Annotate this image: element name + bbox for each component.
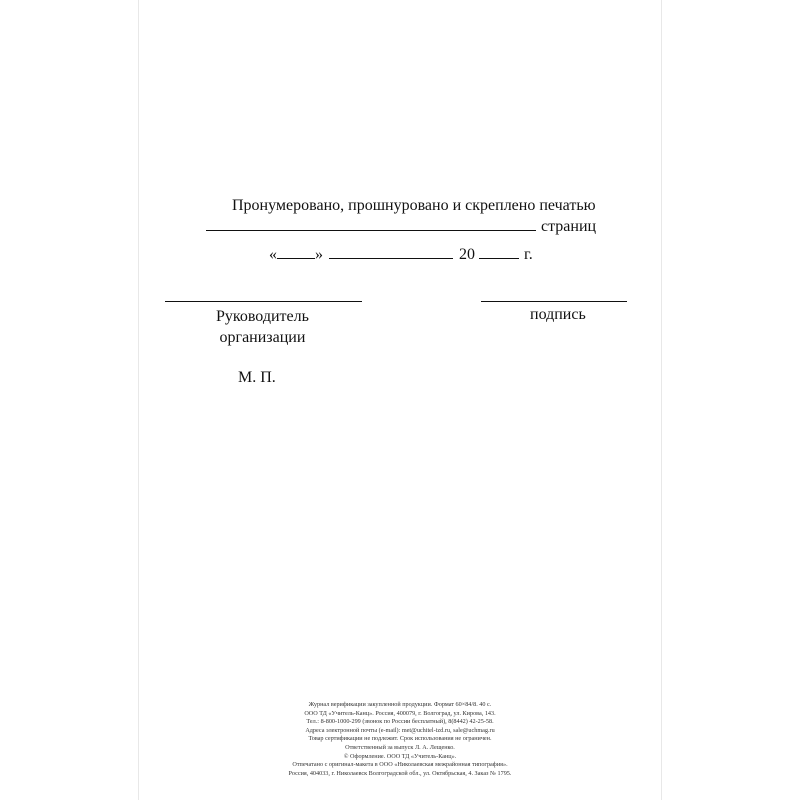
imprint-line: ООО ТД «Учитель-Канц». Россия, 400079, г. Волгоград, ул. Кирова, 143. [304, 709, 496, 717]
pages-count-line [206, 218, 596, 236]
imprint-line: Россия, 404033, г. Николаевск Волгоградской обл., ул. Октябрьская, 4. Заказ № 1795. [288, 769, 512, 777]
head-of-organization-label [216, 306, 309, 348]
signature-label: подпись [530, 306, 586, 323]
day-blank [277, 246, 315, 259]
signature-rule [481, 301, 627, 302]
imprint-line: Журнал верификации закупленной продукции. Формат 60×84/8. 40 с. [308, 701, 492, 708]
paper-edge-right [661, 0, 662, 800]
imprint-line: Ответственный за выпуск Л. А. Лещенко. [345, 743, 455, 751]
year-blank [479, 246, 519, 259]
year-prefix: 20 [459, 246, 475, 263]
date-open-quote: « [269, 246, 277, 263]
head-label-line2: организации [219, 329, 306, 346]
imprint-line: Товар сертификации не подлежит. Срок использования не ограничен. [308, 735, 492, 743]
imprint-block [255, 701, 545, 778]
head-label-line1: Руководитель [216, 308, 309, 325]
stamp-place-label: М. П. [238, 369, 276, 386]
date-line [269, 246, 533, 264]
imprint-line: Адреса электронной почты (e-mail): met@uchitel-izd.ru, sale@uchmag.ru [305, 726, 495, 734]
imprint-line: Отпечатано с оригинал-макета в ООО «Николаевская межрайонная типография». [292, 761, 508, 769]
pages-count-blank [206, 218, 536, 231]
stamp-title: Пронумеровано, прошнуровано и скреплено печатью [232, 197, 596, 214]
paper-edge-left [138, 0, 139, 800]
month-blank [329, 246, 453, 259]
pages-word: страниц [541, 218, 597, 235]
head-signature-rule [165, 301, 362, 302]
year-suffix: г. [524, 246, 533, 263]
date-close-quote: » [315, 246, 323, 263]
imprint-line: Тел.: 8-800-1000-299 (звонок по России бесплатный), 8(8442) 42-25-58. [306, 718, 494, 726]
imprint-line: © Оформление. ООО ТД «Учитель-Канц». [343, 752, 457, 760]
